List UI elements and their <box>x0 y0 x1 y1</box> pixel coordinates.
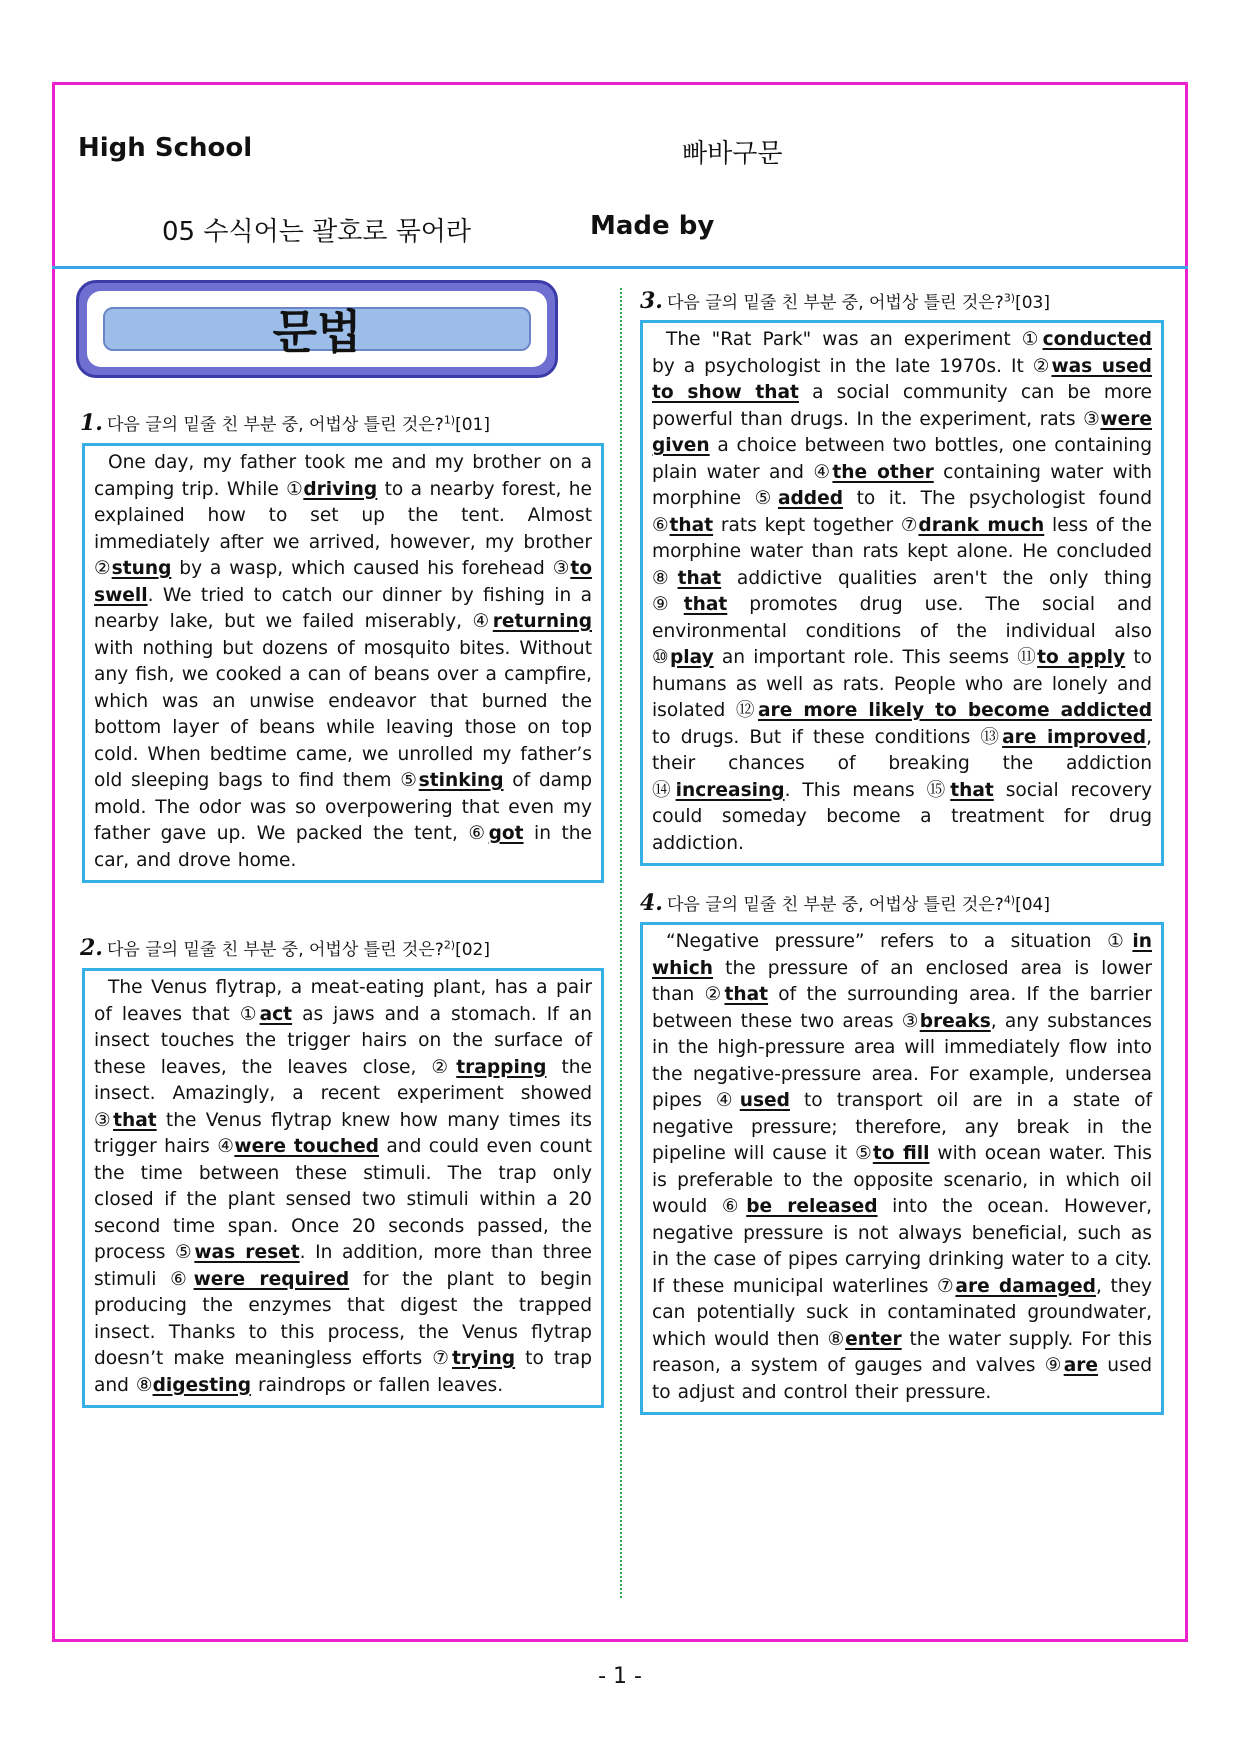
passage-text: less of the morphine water than rats kept alone. He concluded ⑧ <box>652 514 1152 589</box>
question-2-passage <box>82 968 604 1408</box>
passage-text: social recovery could someday become a treatment for drug addiction. <box>652 779 1153 854</box>
underlined-choice: are damaged <box>955 1275 1096 1297</box>
underlined-choice: was reset <box>194 1242 300 1263</box>
underlined-choice: stung <box>111 558 172 579</box>
passage-text: as jaws and a stomach. If an insect touches the trigger hairs on the surface of these leaves, the leaves close, ② <box>94 1003 592 1078</box>
passage-text: in the car, and drove home. <box>94 823 592 871</box>
underlined-choice: that <box>677 567 722 589</box>
question-prompt: 다음 글의 밑줄 친 부분 중, 어법상 틀린 것은? <box>106 940 444 960</box>
underlined-choice: the other <box>832 461 934 483</box>
underlined-choice: driving <box>303 478 378 500</box>
passage-text: to humans as well as rats. People who are lonely and isolated ⑫ <box>652 647 1153 721</box>
question-code: [03] <box>1015 293 1051 313</box>
question-number: 4. <box>640 890 663 916</box>
passage-text: One day, my father took me and my brother on a camping trip. While ① <box>94 452 592 500</box>
question-1-passage <box>82 443 604 883</box>
passage-text: with ocean water. This is preferable to the opposite scenario, in which oil would ⑥ <box>652 1143 1152 1217</box>
underlined-choice: in which <box>652 931 1152 979</box>
passage-text: into the ocean. However, negative pressure is not always beneficial, such as in the case of pipes carrying drinking water to a city. If these municipal waterlines ⑦ <box>652 1196 1153 1297</box>
passage-text: for the plant to begin producing the enzymes that digest the trapped insect. Thanks to this process, the Venus flytrap doesn’t make meaningless efforts ⑦ <box>94 1268 593 1369</box>
passage-text: with nothing but dozens of mosquito bites. Without any fish, we cooked a can of beans over a campfire, which was an unwise endeavor that burned the bottom layer of beans while leaving those on top cold. When bedtime came, we unrolled my father’s old sleeping bags to find them ⑤ <box>94 637 592 791</box>
underlined-choice: that <box>950 779 994 801</box>
question-number: 1. <box>80 410 103 436</box>
question-code: [01] <box>455 415 491 435</box>
underlined-choice: drank much <box>918 514 1045 536</box>
passage-text: the water supply. For this reason, a system of gauges and valves ⑨ <box>652 1328 1153 1376</box>
underlined-choice: enter <box>845 1328 902 1350</box>
passage-text: “Negative pressure” refers to a situation ① <box>666 931 1133 952</box>
passage-text: The Venus flytrap, a meat-eating plant, has a pair of leaves that ① <box>94 977 592 1025</box>
underlined-choice: added <box>777 488 844 509</box>
question-code: [02] <box>455 940 491 960</box>
passage-text: The "Rat Park" was an experiment ① <box>666 329 1043 350</box>
underlined-choice: conducted <box>1042 329 1152 350</box>
passage-text: by a wasp, which caused his forehead ③ <box>171 558 571 579</box>
question-code: [04] <box>1015 895 1051 915</box>
passage-text: raindrops or fallen leaves. <box>251 1374 504 1396</box>
section-banner <box>76 280 558 378</box>
passage-text: containing water with morphine ⑤ <box>652 461 1152 509</box>
column-divider <box>620 288 622 1598</box>
underlined-choice: digesting <box>152 1374 252 1396</box>
question-3-label <box>640 288 1050 314</box>
banner-frame <box>87 291 547 367</box>
underlined-choice: that <box>113 1109 157 1131</box>
underlined-choice: to swell <box>94 558 593 606</box>
question-number: 2. <box>80 935 103 961</box>
underlined-choice: increasing <box>675 779 785 801</box>
question-number: 3. <box>640 288 663 314</box>
passage-text: . This means ⑮ <box>784 779 951 801</box>
underlined-choice: trying <box>452 1348 516 1369</box>
underlined-choice: are <box>1063 1355 1099 1376</box>
passage-text: the Venus flytrap knew how many times its trigger hairs ④ <box>94 1109 592 1157</box>
underlined-choice: to fill <box>872 1143 930 1164</box>
passage-text: used to adjust and control their pressure. <box>652 1355 1152 1403</box>
passage-text: a choice between two bottles, one containing plain water and ④ <box>652 435 1152 483</box>
passage-text: promotes drug use. The social and environmental conditions of the individual also ⑩ <box>652 594 1152 668</box>
question-prompt: 다음 글의 밑줄 친 부분 중, 어법상 틀린 것은? <box>666 895 1004 915</box>
passage-text: , their chances of breaking the addiction ⑭ <box>652 726 1153 801</box>
underlined-choice: that <box>683 594 728 615</box>
passage-text: to drugs. But if these conditions ⑬ <box>652 726 1003 748</box>
passage-text: an important role. This seems ⑪ <box>713 647 1038 668</box>
passage-text: to a nearby forest, he explained how to set up the tent. Almost immediately after we arrived, however, my brother ② <box>94 478 592 579</box>
footnote-ref: 4) <box>1003 893 1016 907</box>
underlined-choice: be released <box>746 1196 878 1217</box>
underlined-choice: returning <box>492 611 592 632</box>
passage-text: , any substances in the high-pressure area will immediately flow into the negative-pressure area. For example, undersea pipes ④ <box>652 1010 1152 1111</box>
footnote-ref: 2) <box>443 938 456 952</box>
passage-text: the insect. Amazingly, a recent experiment showed ③ <box>94 1056 592 1131</box>
passage-text: . We tried to catch our dinner by fishing in a nearby lake, but we failed miserably, ④ <box>94 584 592 632</box>
underlined-choice: got <box>488 823 524 844</box>
document-title: 빠바구문 <box>682 139 783 169</box>
banner-title: 문법 <box>103 307 531 351</box>
underlined-choice: that <box>669 514 714 536</box>
underlined-choice: breaks <box>919 1010 991 1032</box>
passage-text: the pressure of an enclosed area is lower than ② <box>652 957 1152 1005</box>
lesson-subtitle: 05 수식어는 괄호로 묶어라 <box>162 217 472 247</box>
passage-text: , they can potentially suck in contaminated groundwater, which would then ⑧ <box>652 1275 1152 1350</box>
underlined-choice: that <box>724 984 769 1005</box>
passage-text: of damp mold. The odor was so overpowering that even my father gave up. We packed the tent, ⑥ <box>94 770 592 844</box>
question-1-label <box>80 410 490 436</box>
passage-text: to transport oil are in a state of negative pressure; therefore, any break in the pipeline will cause it ⑤ <box>652 1090 1152 1164</box>
underlined-choice: were required <box>193 1268 350 1290</box>
passage-text: rats kept together ⑦ <box>713 514 919 536</box>
made-by-label: Made by <box>590 211 715 241</box>
passage-text: and could even count the time between these stimuli. The trap only closed if the plant sensed two stimuli within a 20 second time span. Once 20 seconds passed, the process ⑤ <box>94 1136 592 1263</box>
school-label: High School <box>78 133 253 163</box>
underlined-choice: were given <box>652 408 1152 456</box>
underlined-choice: play <box>669 647 714 668</box>
passage-text: to trap and ⑧ <box>94 1348 592 1396</box>
passage-text: addictive qualities aren't the only thing ⑨ <box>652 567 1153 615</box>
question-prompt: 다음 글의 밑줄 친 부분 중, 어법상 틀린 것은? <box>106 415 444 435</box>
passage-text: a social community can be more powerful than drugs. In the experiment, rats ③ <box>652 382 1152 430</box>
underlined-choice: are more likely to become addicted <box>758 700 1152 721</box>
underlined-choice: were touched <box>234 1136 379 1157</box>
question-4-label <box>640 890 1050 916</box>
underlined-choice: was used to show that <box>652 355 1152 403</box>
question-prompt: 다음 글의 밑줄 친 부분 중, 어법상 틀린 것은? <box>666 293 1004 313</box>
passage-text: by a psychologist in the late 1970s. It ② <box>652 355 1052 377</box>
question-3-passage <box>640 320 1164 866</box>
passage-text: . In addition, more than three stimuli ⑥ <box>94 1242 592 1290</box>
underlined-choice: stinking <box>418 770 504 791</box>
passage-text: to it. The psychologist found ⑥ <box>652 488 1152 536</box>
passage-text: of the surrounding area. If the barrier between these two areas ③ <box>652 984 1152 1032</box>
header-divider <box>52 266 1188 269</box>
underlined-choice: are improved <box>1002 726 1147 748</box>
underlined-choice: trapping <box>456 1056 547 1078</box>
footnote-ref: 3) <box>1003 291 1016 305</box>
underlined-choice: used <box>739 1090 790 1111</box>
underlined-choice: act <box>259 1003 293 1025</box>
underlined-choice: to apply <box>1037 647 1126 668</box>
question-4-passage <box>640 922 1164 1415</box>
footnote-ref: 1) <box>443 413 456 427</box>
question-2-label <box>80 935 490 961</box>
page-number: - 1 - <box>598 1664 642 1689</box>
